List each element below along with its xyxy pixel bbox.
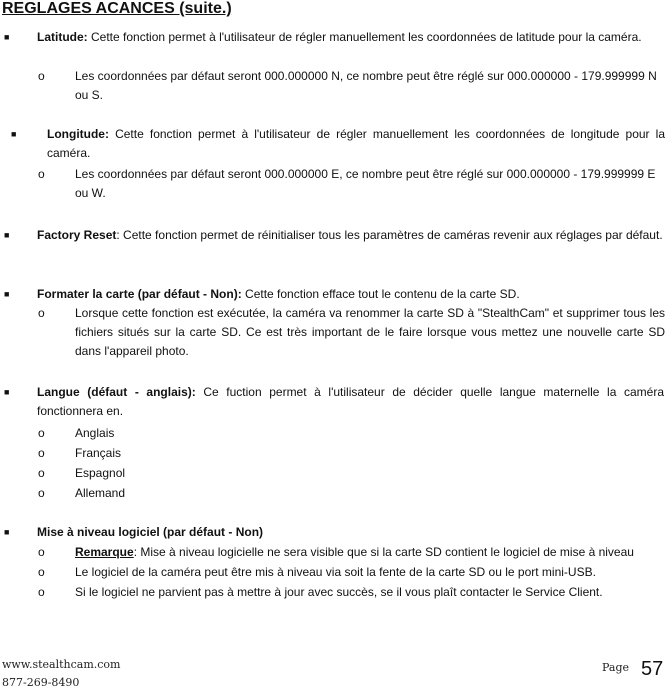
format-item (37, 285, 664, 304)
language-label: Langue (défaut - anglais): (37, 385, 196, 399)
bullet-icon: ■ (4, 527, 10, 537)
firmware-sub: Si le logiciel ne parvient pas à mettre à jour avec succès, se il vous plaît contacter le Service Client. (75, 585, 603, 599)
language-option: Français (75, 446, 122, 460)
circle-bullet-icon: o (38, 565, 45, 579)
bullet-icon: ■ (11, 129, 17, 139)
format-label: Formater la carte (par défaut - Non): (37, 287, 242, 301)
longitude-item (47, 125, 665, 163)
factory-reset-label: Factory Reset (37, 228, 117, 242)
latitude-sub: Les coordonnées par défaut seront 000.000000 N, ce nombre peut être réglé sur 000.000000 - 179.999999 N ou S. (75, 69, 657, 102)
longitude-sub: Les coordonnées par défaut seront 000.000000 E, ce nombre peut être réglé sur 000.000000 - 179.999999 E ou W. (75, 167, 656, 200)
language-option: Espagnol (75, 466, 126, 480)
footer-website: www.stealthcam.com (2, 658, 121, 671)
circle-bullet-icon: o (38, 306, 45, 320)
page-label: Page (602, 661, 630, 674)
bullet-icon: ■ (4, 32, 10, 42)
language-item (37, 383, 664, 421)
language-option: Anglais (75, 426, 115, 440)
page-title: REGLAGES ACANCES (suite.) (2, 0, 232, 17)
format-sub: Lorsque cette fonction est exécutée, la caméra va renommer la carte SD à "StealthCam" et supprimer tous les fichiers situés sur la carte SD. Ce est très important de le faire lorsque vous mettez une nouvelle carte SD dans l'appareil photo. (75, 306, 665, 358)
circle-bullet-icon: o (38, 585, 45, 599)
page-number: 57 (641, 658, 664, 680)
circle-bullet-icon: o (38, 486, 45, 500)
firmware-item (37, 523, 664, 542)
latitude-item (37, 28, 664, 47)
circle-bullet-icon: o (38, 69, 45, 83)
format-text: Cette fonction efface tout le contenu de la carte SD. (241, 287, 520, 301)
circle-bullet-icon: o (38, 446, 45, 460)
language-text: Ce fuction permet à l'utilisateur de décider quelle langue maternelle la caméra fonctionnera en. (37, 385, 664, 418)
circle-bullet-icon: o (38, 167, 45, 181)
language-option: Allemand (75, 486, 126, 500)
firmware-note (75, 543, 665, 562)
circle-bullet-icon: o (38, 426, 45, 440)
latitude-text: Cette fonction permet à l'utilisateur de régler manuellement les coordonnées de latitude pour la caméra. (87, 30, 642, 44)
latitude-label: Latitude: (37, 30, 88, 44)
factory-reset-text: : Cette fonction permet de réinitialiser tous les paramètres de caméras revenir aux réglages par défaut. (116, 228, 663, 242)
circle-bullet-icon: o (38, 545, 45, 559)
factory-reset-item (37, 226, 664, 245)
firmware-sub: Le logiciel de la caméra peut être mis à niveau via soit la fente de la carte SD ou le port mini-USB. (75, 565, 596, 579)
firmware-note-text: : Mise à niveau logicielle ne sera visible que si la carte SD contient le logiciel de mise à niveau (133, 545, 634, 559)
footer-phone: 877-269-8490 (2, 676, 80, 689)
longitude-text: Cette fonction permet à l'utilisateur de régler manuellement les coordonnées de longitude pour la caméra. (47, 127, 665, 160)
bullet-icon: ■ (4, 289, 10, 299)
firmware-note-label: Remarque (75, 545, 134, 559)
longitude-label: Longitude: (47, 127, 109, 141)
bullet-icon: ■ (4, 387, 10, 397)
firmware-label: Mise à niveau logiciel (par défaut - Non) (37, 525, 264, 539)
circle-bullet-icon: o (38, 466, 45, 480)
bullet-icon: ■ (4, 230, 10, 240)
